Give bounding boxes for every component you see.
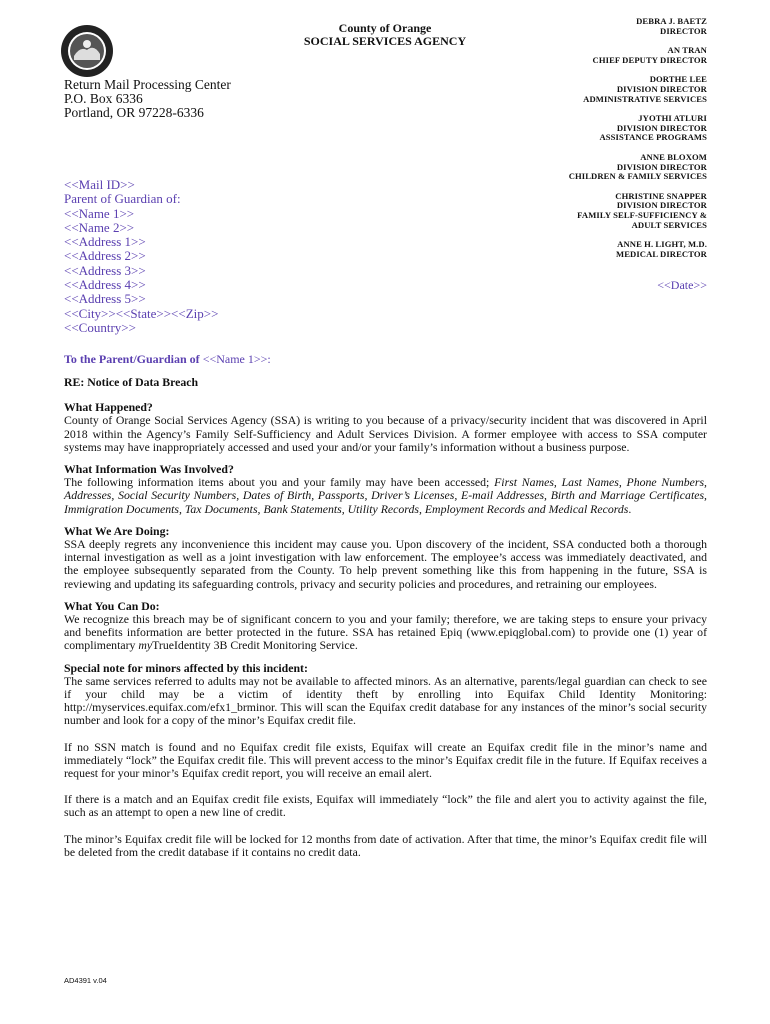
return-address-line: P.O. Box 6336: [64, 91, 143, 106]
official-title: FAMILY SELF-SUFFICIENCY &: [577, 209, 707, 220]
recipient-line: <<Country>>: [64, 319, 136, 335]
subject-line: RE: Notice of Data Breach: [64, 375, 199, 389]
official-name: ANNE BLOXOM: [640, 151, 707, 162]
cando-tail: TrueIdentity 3B Credit Monitoring Service.: [152, 638, 358, 653]
officials-list: [447, 17, 707, 269]
official-entry: [447, 75, 707, 104]
section-heading: What Information Was Involved?: [64, 462, 234, 477]
paragraph-no-ssn: If no SSN match is found and no Equifax credit file exists, Equifax will create an Equifax credit file in the minor’s name and immediately “lock” the Equifax credit file. This will prevent access to the minor’s Equifax credit file in the future. If Equifax receives a request for your minor’s Equifax credit report, you will receive an email alert.: [64, 739, 707, 781]
official-title: DIVISION DIRECTOR: [616, 161, 707, 172]
recipient-line: <<Address 1>>: [64, 234, 146, 250]
official-entry: [447, 114, 707, 143]
official-entry: [447, 17, 707, 36]
official-title: DIVISION DIRECTOR: [616, 83, 707, 94]
salutation-tail: :: [267, 352, 271, 366]
official-title: ADULT SERVICES: [631, 219, 707, 230]
paragraph-what-we-are-doing: SSA deeply regrets any inconvenience this incident may cause you. Upon discovery of the incident, SSA conducted both a thorough internal investigation as well as a joint investigation with law enforcement. The employee’s access was immediately deactivated, and the employee subsequently separated from the County. To help prevent something like this from happening in the future, SSA is reviewing and updating its safeguarding controls, privacy and security policies and procedures, and retraining our employees.: [64, 537, 707, 591]
official-name: CHRISTINE SNAPPER: [615, 190, 707, 201]
recipient-line: <<Address 5>>: [64, 291, 146, 307]
official-title: DIVISION DIRECTOR: [616, 200, 707, 211]
official-entry: [447, 153, 707, 182]
letter-date: <<Date>>: [657, 278, 707, 292]
involved-items: First Names, Last Names, Phone Numbers, Addresses, Social Security Numbers, Dates of Birth, Passports, Driver’s Licenses, E-mail Addresses, Birth and Marriage Certificates, Immigration Documents, Tax Documents, Bank Statements, Utility Records, Employment Records and Medical Records: [64, 475, 707, 516]
salutation-name: <<Name 1>>: [202, 352, 268, 366]
cando-lead: We recognize this breach may be of significant concern to you and your family; therefore, we are taking steps to ensure your privacy and benefits information are better protected in the future. SSA has retained Epiq (www.epiqglobal.com) to provide one (1) year of complimentary: [64, 612, 707, 653]
return-address: [64, 78, 231, 120]
recipient-line: <<Name 1>>: [64, 205, 135, 221]
paragraph-information-involved: [64, 476, 707, 516]
recipient-line: <<Address 4>>: [64, 277, 146, 293]
recipient-line: <<Mail ID>>: [64, 177, 135, 192]
section-heading: What We Are Doing:: [64, 523, 170, 538]
letter-body: [64, 376, 707, 868]
official-title: ASSISTANCE PROGRAMS: [599, 132, 707, 143]
official-name: DORTHE LEE: [649, 74, 707, 85]
official-title: MEDICAL DIRECTOR: [616, 248, 707, 259]
recipient-address-block: [64, 178, 218, 335]
official-title: DIVISION DIRECTOR: [616, 122, 707, 133]
paragraph-what-happened: County of Orange Social Services Agency (SSA) is writing to you because of a privacy/security incident that was discovered in April 2018 within the Agency’s Family Self-Sufficiency and Adult Services Division. A former employee with access to SSA computer systems may have inappropriately accessed and used your and/or your family’s information without a business purpose.: [64, 413, 707, 454]
involved-lead: The following information items about you and your family may have been accessed;: [64, 475, 495, 490]
official-name: AN TRAN: [667, 45, 707, 56]
official-entry: [447, 192, 707, 230]
official-title: CHILDREN & FAMILY SERVICES: [568, 171, 707, 182]
official-entry: [447, 240, 707, 259]
form-code: AD4391 v.04: [64, 976, 107, 985]
paragraph-locked: The minor’s Equifax credit file will be locked for 12 months from date of activation. After that time, the minor’s Equifax credit file will be deleted from the credit database if it contains no credit data.: [64, 831, 707, 859]
salutation-lead: To the Parent/Guardian of: [64, 352, 203, 366]
section-heading: What You Can Do:: [64, 598, 160, 613]
involved-end: .: [628, 501, 632, 516]
agency-department: SOCIAL SERVICES AGENCY: [303, 34, 467, 48]
recipient-line: Parent of Guardian of:: [64, 191, 181, 207]
recipient-line: <<Name 2>>: [64, 219, 135, 235]
official-name: ANNE H. LIGHT, M.D.: [617, 239, 707, 250]
official-title: ADMINISTRATIVE SERVICES: [583, 93, 707, 104]
paragraph-what-you-can-do: [64, 613, 707, 653]
agency-name: County of Orange: [338, 21, 432, 35]
official-name: DEBRA J. BAETZ: [636, 16, 707, 26]
return-address-line: Return Mail Processing Center: [64, 77, 231, 92]
recipient-line: <<Address 2>>: [64, 248, 146, 264]
cando-my: my: [138, 638, 153, 653]
official-entry: [447, 46, 707, 65]
recipient-line: <<City>><<State>><<Zip>>: [64, 305, 219, 321]
paragraph-match: If there is a match and an Equifax credit file exists, Equifax will immediately “lock” the file and alert you to activity against the file, such as an attempt to open a new line of credit.: [64, 792, 707, 820]
county-seal-logo: [60, 24, 114, 78]
section-heading: Special note for minors affected by this incident:: [64, 660, 308, 675]
return-address-line: Portland, OR 97228-6336: [64, 105, 204, 120]
recipient-line: <<Address 3>>: [64, 262, 146, 278]
official-title: DIRECTOR: [660, 25, 707, 36]
salutation: [64, 352, 271, 367]
section-heading: What Happened?: [64, 400, 153, 415]
official-title: CHIEF DEPUTY DIRECTOR: [592, 54, 707, 65]
official-name: JYOTHI ATLURI: [638, 113, 707, 124]
paragraph-minors: The same services referred to adults may not be available to affected minors. As an alternative, parents/legal guardian can check to see if your child may be a victim of identity theft by enrolling into Equifax Child Identity Monitoring: http://myservices.equifax.com/efx1_brminor. This will scan the Equifax credit database for any instances of the minor’s social security number and look for a copy of the minor’s Equifax credit file.: [64, 673, 707, 728]
